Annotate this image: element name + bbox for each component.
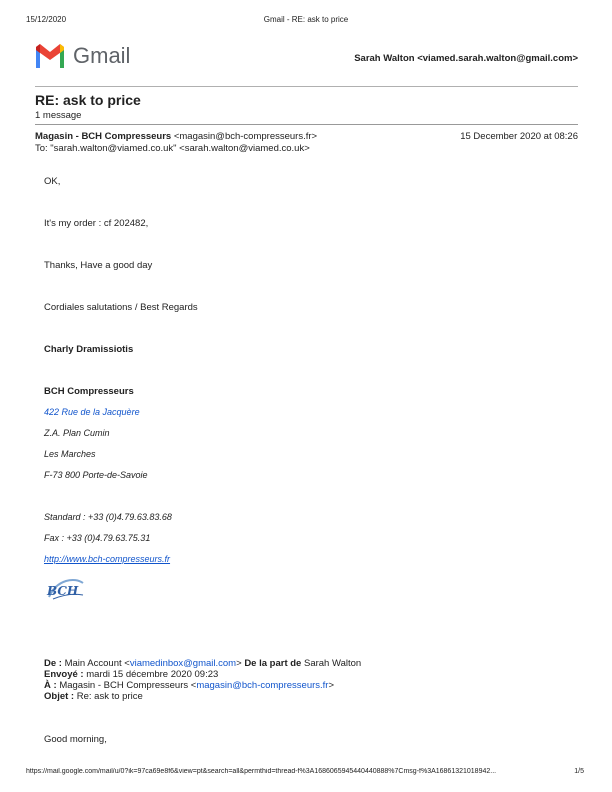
header-divider (35, 86, 578, 87)
quoted-sent: Envoyé : mardi 15 décembre 2020 09:23 (44, 669, 219, 680)
signature-company: BCH Compresseurs (44, 386, 134, 397)
print-date: 15/12/2020 (26, 15, 67, 24)
message-date: 15 December 2020 at 08:26 (460, 131, 578, 142)
address-town: Les Marches (44, 449, 96, 459)
footer-url: https://mail.google.com/mail/u/0?ik=97ca69e8f6&view=pt&search=all&permthid=thread-f%3A1686065945440440888%7Cmsg-f%3A16861321018942... (26, 768, 497, 775)
account-identity: Sarah Walton <viamed.sarah.walton@gmail.com> (354, 53, 578, 64)
website-link[interactable]: http://www.bch-compresseurs.fr (44, 554, 171, 564)
address-postcode: F-73 800 Porte-de-Savoie (44, 470, 148, 480)
thread-divider (35, 124, 578, 125)
quoted-from-email-link[interactable]: viamedinbox@gmail.com (129, 658, 237, 669)
quoted-greeting: Good morning, (44, 734, 107, 745)
address-zone: Z.A. Plan Cumin (44, 428, 110, 438)
quoted-from: De : Main Account <viamedinbox@gmail.com> De la part de Sarah Walton (44, 658, 362, 669)
message-to: To: "sarah.walton@viamed.co.uk" <sarah.walton@viamed.co.uk> (35, 143, 310, 154)
address-street-link[interactable]: 422 Rue de la Jacquère (44, 407, 140, 417)
body-line-order: It's my order : cf 202482, (44, 218, 149, 229)
quoted-subject: Objet : Re: ask to price (44, 691, 143, 702)
footer-page-number: 1/5 (574, 768, 584, 775)
body-line-ok: OK, (44, 176, 61, 187)
svg-text:BCH: BCH (47, 584, 79, 598)
gmail-wordmark: Gmail (73, 43, 131, 68)
body-line-thanks: Thanks, Have a good day (44, 260, 153, 271)
quoted-to: À : Magasin - BCH Compresseurs <magasin@bch-compresseurs.fr> (44, 680, 335, 691)
bch-logo (43, 575, 87, 603)
phone-fax: Fax : +33 (0)4.79.63.75.31 (44, 533, 151, 543)
thread-subject: RE: ask to price (35, 92, 141, 108)
gmail-logo-icon (34, 44, 66, 70)
thread-count: 1 message (35, 110, 82, 121)
body-line-regards: Cordiales salutations / Best Regards (44, 302, 198, 313)
phone-standard: Standard : +33 (0)4.79.63.83.68 (44, 512, 172, 522)
quoted-to-email-link[interactable]: magasin@bch-compresseurs.fr (196, 680, 329, 691)
message-from (35, 131, 317, 142)
signature-name: Charly Dramissiotis (44, 344, 134, 355)
sender-email: <magasin@bch-compresseurs.fr> (173, 131, 318, 142)
sender-name: Magasin - BCH Compresseurs (35, 131, 172, 142)
print-title: Gmail - RE: ask to price (263, 15, 349, 24)
